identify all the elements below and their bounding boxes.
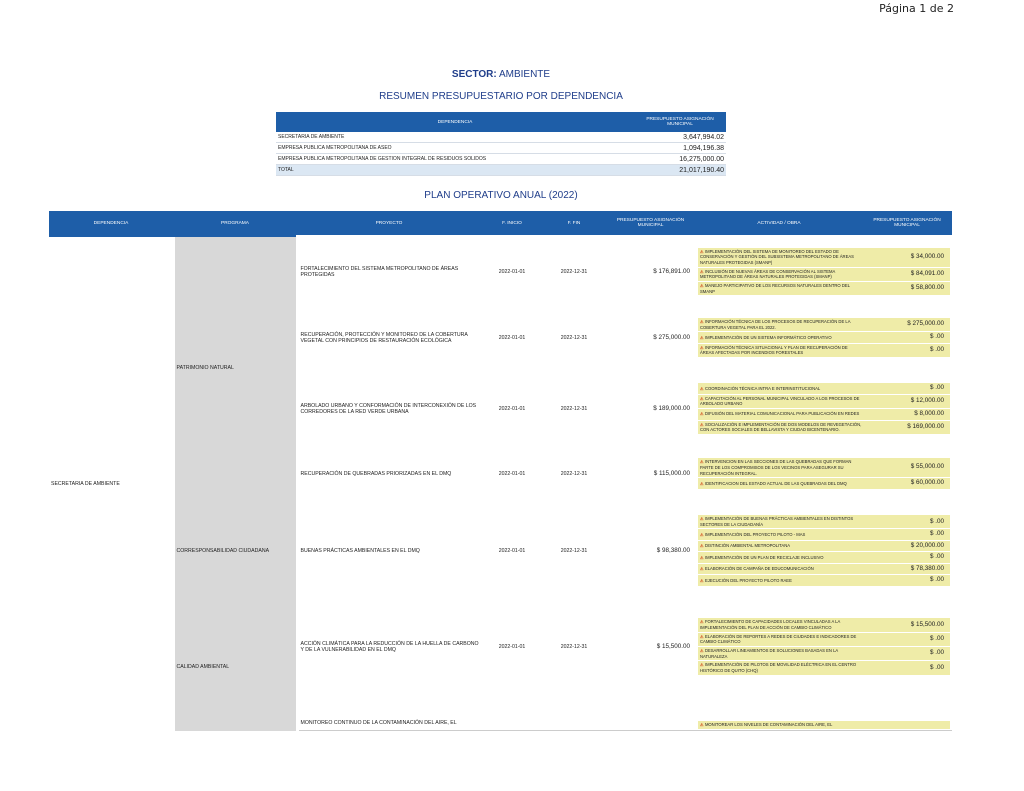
program-cell: CALIDAD AMBIENTAL	[173, 603, 297, 731]
warning-icon: ⚠	[700, 633, 704, 639]
activity-amount: $ .00	[864, 529, 950, 540]
warning-icon: ⚠	[700, 480, 704, 486]
summary-row	[276, 132, 726, 143]
activity-row	[698, 268, 950, 281]
warning-icon: ⚠	[700, 516, 704, 522]
activity-text	[698, 344, 864, 357]
activity-row	[698, 318, 950, 331]
summary-amount: 16,275,000.00	[634, 154, 726, 165]
activity-amount: $ .00	[864, 383, 950, 394]
activity-label: IMPLEMENTACIÓN DEL PROYECTO PILOTO - MAS	[704, 531, 806, 537]
plan-col-dependencia: DEPENDENCIA	[49, 211, 173, 237]
activity-amount: $ 169,000.00	[864, 421, 950, 434]
activity-row	[698, 478, 950, 489]
warning-icon: ⚠	[700, 648, 704, 653]
activity-text	[698, 332, 864, 343]
page-number: Página 1 de 2	[879, 2, 954, 15]
activity-amount: $ .00	[864, 515, 950, 528]
project-end: 2022-12-31	[543, 449, 605, 499]
warning-icon: ⚠	[700, 577, 704, 583]
activity-row	[698, 458, 950, 477]
activity-text	[698, 721, 864, 729]
activities-cell	[696, 691, 952, 731]
activity-row	[698, 661, 950, 674]
activity-text	[698, 268, 864, 281]
summary-row	[276, 143, 726, 154]
activity-label: ELABORACIÓN DE CAMPAÑA DE EDUCOMUNICACIÓN	[704, 566, 814, 572]
project-name: RECUPERACIÓN, PROTECCIÓN Y MONITOREO DE LA COBERTURA VEGETAL CON PRINCIPIOS DE RESTAURACIÓN ECOLÓGICA	[297, 307, 481, 369]
plan-table	[49, 211, 952, 731]
activity-row	[698, 529, 950, 540]
project-end: 2022-12-31	[543, 307, 605, 369]
plan-col-f-inicio: F. INICIO	[481, 211, 543, 237]
project-budget: $ 176,891.00	[605, 237, 696, 307]
activity-amount: $ .00	[864, 647, 950, 660]
activity-text	[698, 552, 864, 563]
activity-row	[698, 515, 950, 528]
activity-text	[698, 383, 864, 394]
activity-label: IMPLEMENTACIÓN DE UN SISTEMA INFORMÁTICO OPERATIVO	[704, 334, 832, 340]
activity-list	[698, 514, 950, 587]
activity-label: INTERVENCION EN LAS SECCIONES DE LAS QUEBRADAS QUE FORMAN PARTE DE LOS COMPROMISOS DE LOS VECINOS PARA ASEGURAR SU RECUPERACIÓN INTEGRAL.	[700, 459, 852, 476]
activity-row	[698, 721, 950, 729]
activity-text	[698, 409, 864, 420]
activity-amount: $ 8,000.00	[864, 409, 950, 420]
activity-row	[698, 332, 950, 343]
activity-row	[698, 541, 950, 552]
activity-amount: $ 12,000.00	[864, 395, 950, 408]
project-name: MONITOREO CONTINUO DE LA CONTAMINACIÓN DEL AIRE, EL	[297, 691, 481, 731]
activity-text	[698, 618, 864, 631]
activity-text	[698, 421, 864, 434]
activity-text	[698, 282, 864, 295]
activity-label: COORDINACIÓN TÉCNICA INTRA E INTERINSTITUCIONAL	[704, 385, 821, 391]
activity-text	[698, 541, 864, 552]
warning-icon: ⚠	[700, 385, 704, 391]
activity-label: ELABORACIÓN DE REPORTES A REDES DE CIUDADES E INDICADORES DE CAMBIO CLIMÁTICO	[700, 633, 857, 645]
project-budget: $ 15,500.00	[605, 603, 696, 691]
warning-icon: ⚠	[700, 344, 704, 350]
activity-text	[698, 458, 864, 477]
activity-row	[698, 421, 950, 434]
project-start: 2022-01-01	[481, 369, 543, 449]
activity-amount: $ 20,000.00	[864, 541, 950, 552]
activity-row	[698, 647, 950, 660]
activity-label: EJECUCIÓN DEL PROYECTO PILOTO RAEE	[704, 577, 792, 583]
activity-amount: $ 60,000.00	[864, 478, 950, 489]
activity-label: MONITOREAR LOS NIVELES DE CONTAMINACIÓN DEL AIRE, EL	[704, 722, 833, 728]
activity-list	[698, 720, 950, 730]
activity-row	[698, 248, 950, 267]
project-budget: $ 189,000.00	[605, 369, 696, 449]
warning-icon: ⚠	[700, 566, 704, 572]
summary-dependencia: EMPRESA PUBLICA METROPOLITANA DE ASEO	[276, 143, 634, 154]
warning-icon: ⚠	[700, 531, 704, 537]
project-end: 2022-12-31	[543, 369, 605, 449]
activity-amount: $ 275,000.00	[864, 318, 950, 331]
activity-text	[698, 564, 864, 575]
project-start: 2022-01-01	[481, 449, 543, 499]
warning-icon: ⚠	[700, 268, 704, 274]
activities-cell	[696, 237, 952, 307]
activity-list	[698, 457, 950, 490]
plan-header-row	[49, 211, 952, 237]
activity-list	[698, 382, 950, 435]
summary-title: RESUMEN PRESUPUESTARIO POR DEPENDENCIA	[379, 91, 623, 102]
summary-total-row	[276, 165, 726, 176]
project-row	[49, 499, 952, 603]
activity-amount: $ .00	[864, 633, 950, 646]
activity-row	[698, 282, 950, 295]
summary-total-amount: 21,017,190.40	[634, 165, 726, 176]
activity-amount: $ 58,800.00	[864, 282, 950, 295]
project-name: ACCIÓN CLIMÁTICA PARA LA REDUCCIÓN DE LA HUELLA DE CARBONO Y DE LA VULNERABILIDAD EN EL DMQ	[297, 603, 481, 691]
project-end	[543, 691, 605, 731]
summary-col-presupuesto: PRESUPUESTO ASIGNACIÓN MUNICIPAL	[634, 112, 726, 132]
warning-icon: ⚠	[700, 722, 704, 728]
warning-icon: ⚠	[700, 421, 704, 427]
activity-text	[698, 318, 864, 331]
activity-label: IMPLEMENTACIÓN DE PILOTOS DE MOVILIDAD ELÉCTRICA EN EL CENTRO HISTÓRICO DE QUITO (CHQ)	[700, 662, 857, 674]
activities-cell	[696, 603, 952, 691]
activity-label: IMPLEMENTACIÓN DEL SISTEMA DE MONITOREO DEL ESTADO DE CONSERVACIÓN Y GESTIÓN DEL SUBSISTEMA METROPOLITANO DE ÁREAS NATURALES PROTEGIDAS (SMANP)	[700, 248, 854, 265]
warning-icon: ⚠	[700, 554, 704, 560]
activities-cell	[696, 449, 952, 499]
activity-row	[698, 564, 950, 575]
activity-row	[698, 395, 950, 408]
summary-amount: 1,094,196.38	[634, 143, 726, 154]
summary-dependencia: SECRETARIA DE AMBIENTE	[276, 132, 634, 143]
warning-icon: ⚠	[700, 318, 704, 324]
summary-header-row	[276, 112, 726, 132]
activity-row	[698, 409, 950, 420]
activity-label: INFORMACIÓN TÉCNICA DE LOS PROCESOS DE RECUPERACIÓN DE LA COBERTURA VEGETAL PARA EL 2022.	[700, 318, 851, 330]
activity-label: DISTINCIÓN AMBIENTAL METROPOLITANA	[704, 543, 791, 549]
project-start: 2022-01-01	[481, 307, 543, 369]
activity-label: CAPACITACIÓN AL PERSONAL MUNICIPAL VINCULADO A LOS PROCESOS DE ARBOLADO URBANO	[700, 395, 860, 407]
project-name: BUENAS PRÁCTICAS AMBIENTALES EN EL DMQ	[297, 499, 481, 603]
project-name: ARBOLADO URBANO Y CONFORMACIÓN DE INTERCONEXIÓN DE LOS CORREDORES DE LA RED VERDE URBANA	[297, 369, 481, 449]
sector-label: SECTOR:	[451, 69, 497, 80]
warning-icon: ⚠	[700, 395, 704, 401]
project-budget: $ 115,000.00	[605, 449, 696, 499]
activity-amount: $ .00	[864, 575, 950, 586]
activity-amount: $ .00	[864, 552, 950, 563]
warning-icon: ⚠	[700, 543, 704, 549]
activity-text	[698, 478, 864, 489]
program-cell: CORRESPONSABILIDAD CIUDADANA	[173, 499, 297, 603]
warning-icon: ⚠	[700, 662, 704, 668]
activity-label: INFORMACIÓN TÉCNICA SITUACIONAL Y PLAN DE RECUPERACIÓN DE ÁREAS AFECTADAS POR INCENDIOS FORESTALES	[700, 344, 848, 356]
plan-col-actividad	[696, 211, 952, 237]
activity-label: IMPLEMENTACIÓN DE UN PLAN DE RECICLAJE INCLUSIVO	[704, 554, 824, 560]
warning-icon: ⚠	[700, 283, 704, 288]
activity-list	[698, 617, 950, 675]
activities-cell	[696, 369, 952, 449]
plan-col-programa: PROGRAMA	[173, 211, 297, 237]
plan-col-presupuesto2: PRESUPUESTO ASIGNACIÓN MUNICIPAL	[873, 218, 941, 228]
activity-label: DIFUSIÓN DEL MATERIAL COMUNICACIONAL PARA PUBLICACIÓN EN REDES	[704, 411, 860, 417]
activity-amount: $ 15,500.00	[864, 618, 950, 631]
activity-list	[698, 247, 950, 297]
project-row	[49, 603, 952, 691]
plan-col-proyecto: PROYECTO	[297, 211, 481, 237]
activity-label: FORTALECIMIENTO DE CAPACIDADES LOCALES VINCULADAS A LA IMPLEMENTACIÓN DEL PLAN DE ACCIÓN DE CAMBIO CLIMÁTICO	[700, 619, 841, 630]
activity-text	[698, 575, 864, 586]
dependencia-cell: SECRETARIA DE AMBIENTE	[49, 237, 173, 731]
activity-text	[698, 633, 864, 646]
project-end: 2022-12-31	[543, 237, 605, 307]
activity-amount: $ .00	[864, 332, 950, 343]
project-start: 2022-01-01	[481, 499, 543, 603]
summary-dependencia: EMPRESA PUBLICA METROPOLITANA DE GESTION INTEGRAL DE RESIDUOS SOLIDOS	[276, 154, 634, 165]
project-name: RECUPERACIÓN DE QUEBRADAS PRIORIZADAS EN EL DMQ	[297, 449, 481, 499]
summary-amount: 3,647,994.02	[634, 132, 726, 143]
activity-text	[698, 529, 864, 540]
summary-table	[276, 112, 726, 176]
program-cell: PATRIMONIO NATURAL	[173, 237, 297, 499]
warning-icon: ⚠	[700, 619, 704, 625]
activity-amount: $ 78,380.00	[864, 564, 950, 575]
activity-row	[698, 383, 950, 394]
summary-row	[276, 154, 726, 165]
project-row	[49, 237, 952, 307]
activity-label: INCLUSIÓN DE NUEVAS ÁREAS DE CONSERVACIÓN AL SISTEMA METROPOLITANO DE ÁREAS NATURALES PROTEGIDAS (SMANP)	[700, 268, 836, 280]
sector-value: AMBIENTE	[498, 69, 551, 80]
activity-label: IDENTIFICACION DEL ESTADO ACTUAL DE LAS QUEBRADAS DEL DMQ	[704, 480, 847, 486]
plan-col-f-fin: F. FIN	[543, 211, 605, 237]
project-end: 2022-12-31	[543, 603, 605, 691]
sector-heading	[0, 69, 1002, 80]
activity-list	[698, 317, 950, 358]
plan-col-actividad-label: ACTIVIDAD / OBRA	[757, 220, 801, 226]
activity-text	[698, 248, 864, 267]
project-name: FORTALECIMIENTO DEL SISTEMA METROPOLITANO DE ÁREAS PROTEGIDAS	[297, 237, 481, 307]
activity-text	[698, 661, 864, 674]
activities-cell	[696, 307, 952, 369]
project-budget: $ 98,380.00	[605, 499, 696, 603]
activity-row	[698, 552, 950, 563]
warning-icon: ⚠	[700, 334, 704, 340]
activity-amount: $ .00	[864, 344, 950, 357]
activity-text	[698, 395, 864, 408]
warning-icon: ⚠	[700, 459, 704, 465]
activity-text	[698, 515, 864, 528]
activity-row	[698, 633, 950, 646]
project-end: 2022-12-31	[543, 499, 605, 603]
activity-label: IMPLEMENTACIÓN DE BUENAS PRÁCTICAS AMBIENTALES EN DISTINTOS SECTORES DE LA CIUDADANÍA	[700, 516, 854, 527]
activity-row	[698, 575, 950, 586]
project-budget: $ 275,000.00	[605, 307, 696, 369]
activity-amount: $ .00	[864, 661, 950, 674]
activity-text	[698, 647, 864, 660]
activity-amount: $ 84,091.00	[864, 268, 950, 281]
summary-total-label: TOTAL	[276, 165, 634, 176]
plan-title: PLAN OPERATIVO ANUAL (2022)	[424, 190, 578, 201]
activity-label: SOCIALIZACIÓN E IMPLEMENTACIÓN DE DOS MODELOS DE REVEGETACIÓN, CON ACTORES SOCIALES DE BELLAVISTA Y CIUDAD BICENTENARIO.	[700, 421, 862, 433]
activities-cell	[696, 499, 952, 603]
plan-col-presupuesto: PRESUPUESTO ASIGNACIÓN MUNICIPAL	[605, 211, 696, 237]
activity-label: DESARROLLAR LINEAMIENTOS DE SOLUCIONES BASADAS EN LA NATURALEZA	[700, 648, 838, 659]
activity-amount	[864, 721, 950, 729]
summary-col-dependencia: DEPENDENCIA	[276, 112, 634, 132]
project-start: 2022-01-01	[481, 237, 543, 307]
warning-icon: ⚠	[700, 411, 704, 417]
warning-icon: ⚠	[700, 248, 704, 254]
project-start: 2022-01-01	[481, 603, 543, 691]
activity-label: MANEJO PARTICIPATIVO DE LOS RECURSOS NATURALES DENTRO DEL SMANP	[700, 283, 850, 294]
activity-amount: $ 34,000.00	[864, 248, 950, 267]
project-budget	[605, 691, 696, 731]
activity-row	[698, 344, 950, 357]
activity-amount: $ 55,000.00	[864, 458, 950, 477]
activity-row	[698, 618, 950, 631]
project-start	[481, 691, 543, 731]
